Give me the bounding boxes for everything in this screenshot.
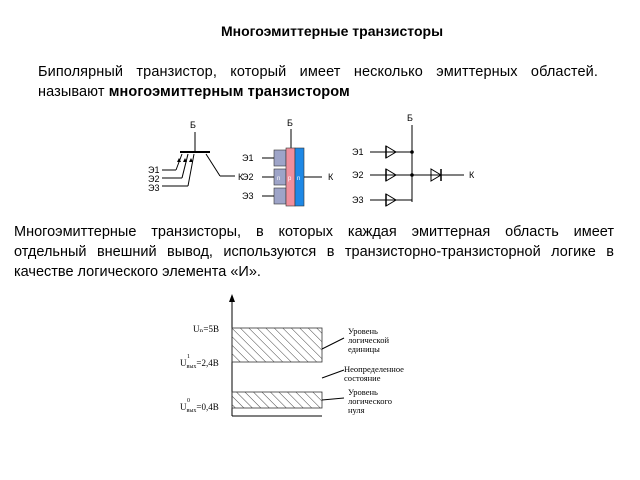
multi-emitter-transistor-symbol	[140, 112, 250, 202]
level-high-superscript: 1	[187, 354, 190, 360]
label-logic-zero: Уровень логического нуля	[348, 387, 393, 415]
equivalent-emitter-3-label: Э3	[352, 195, 364, 205]
multi-emitter-structure-diagram	[236, 112, 346, 212]
intro-text: Биполярный транзистор, который имеет несколько эмиттерных областей. называют	[38, 64, 598, 100]
structure-emitter-3-label: Э3	[242, 191, 254, 201]
diode-equivalent-circuit	[346, 110, 496, 214]
level-supply-label: Uₙ=5В	[193, 324, 219, 334]
label-logic-one: Уровень логической единицы	[348, 326, 390, 354]
equivalent-collector-label: К	[469, 170, 475, 180]
page-title: Многоэмиттерные транзисторы	[220, 23, 444, 39]
logic-levels-diagram	[172, 294, 432, 424]
level-low-label: $U_{вых}=0,4В$	[180, 402, 219, 414]
intro-bold-term: многоэмиттерным транзистором	[108, 84, 350, 100]
emitter-region-3	[274, 188, 286, 204]
structure-base-label: Б	[287, 118, 293, 128]
logic-zero-zone	[232, 392, 322, 408]
structure-emitter-1-label: Э1	[242, 153, 254, 163]
symbol-emitter-2-label: Э2	[148, 174, 160, 184]
region-p-label: p	[288, 176, 292, 182]
level-high-label: $U_{вых}=2,4В$	[180, 358, 219, 370]
equivalent-base-label: Б	[407, 113, 413, 123]
structure-emitter-2-label: Э2	[242, 172, 254, 182]
symbol-emitter-3-label: Э3	[148, 183, 160, 193]
ttl-paragraph: Многоэмиттерные транзисторы, в которых каждая эмиттерная область имеет отдельный внешний вывод, используются в транзисторно-транзисторной логике в качестве логического элемента «И».	[14, 224, 614, 280]
logic-one-zone	[232, 328, 322, 362]
level-low-superscript: 0	[187, 398, 190, 404]
emitter-region-1	[274, 150, 286, 166]
region-n-collector-label: n	[297, 176, 301, 182]
structure-collector-label: К	[328, 172, 334, 182]
region-n-emitter-label: n	[277, 176, 281, 182]
intro-paragraph	[38, 62, 598, 102]
equivalent-emitter-1-label: Э1	[352, 147, 364, 157]
symbol-collector-label: К	[238, 172, 244, 182]
symbol-emitter-1-label: Э1	[148, 165, 160, 175]
symbol-base-label: Б	[190, 120, 196, 130]
equivalent-emitter-2-label: Э2	[352, 170, 364, 180]
label-undefined-state: Неопределенное состояние	[344, 364, 404, 383]
